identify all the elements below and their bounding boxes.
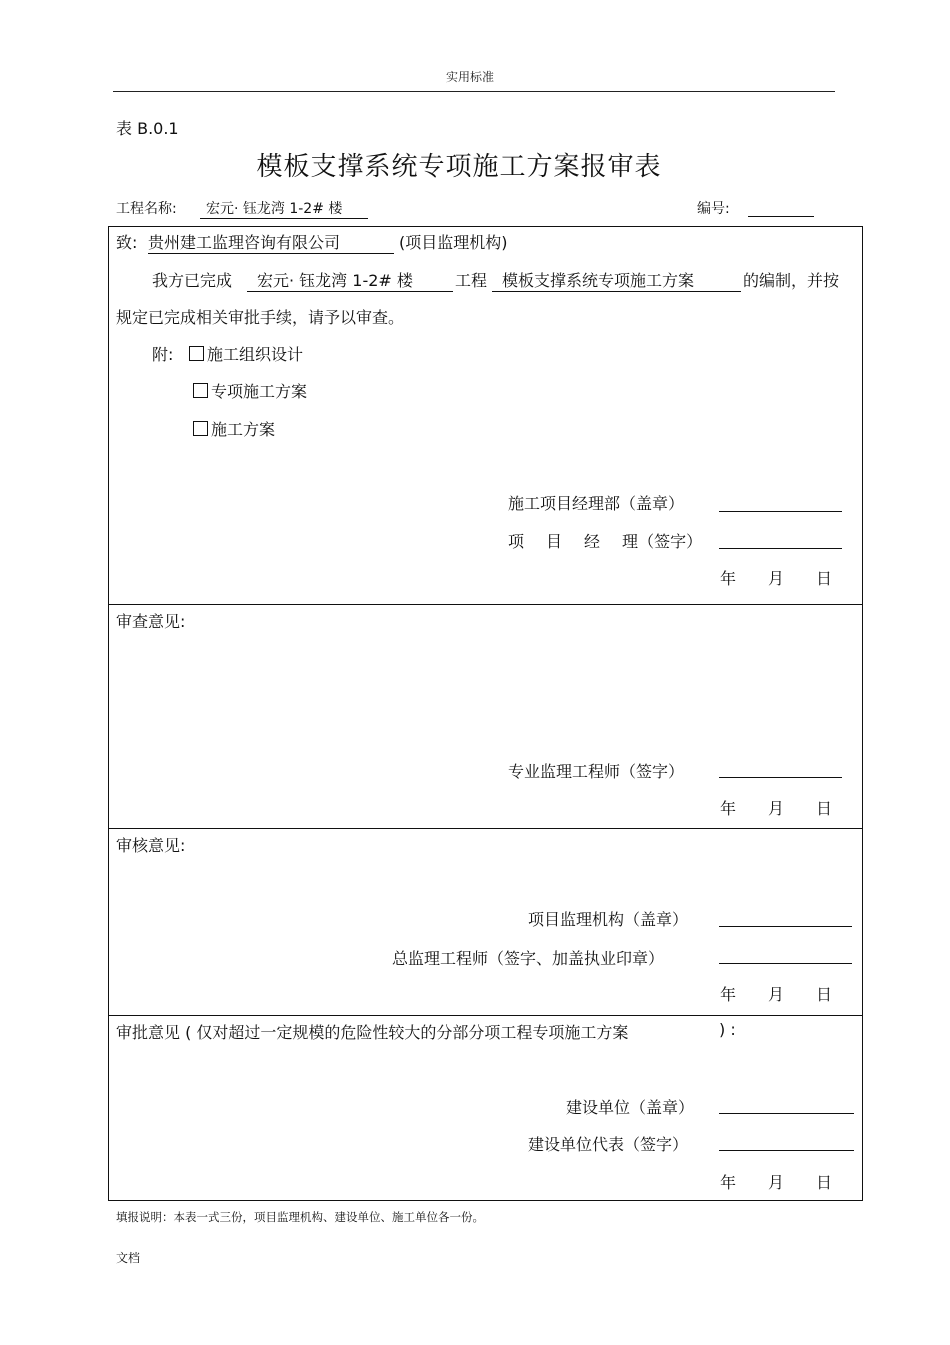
approval-heading: 审批意见 ( 仅对超过一定规模的危险性较大的分部分项工程专项施工方案 (116, 1023, 629, 1042)
form-title: 模板支撑系统专项施工方案报审表 (256, 152, 662, 182)
footnote: 填报说明：本表一式三份，项目监理机构、建设单位、施工单位各一份。 (116, 1210, 484, 1224)
para-plan: 模板支撑系统专项施工方案 (492, 268, 741, 292)
signature-blank (719, 926, 852, 927)
attachment-label: 施工组织设计 (207, 345, 304, 364)
sign-owner-rep: 建设单位代表（签字） (528, 1135, 689, 1154)
number-label: 编号: (697, 201, 730, 217)
review-heading: 审查意见: (116, 612, 186, 631)
project-name-value: 宏元· 钰龙湾 1-2# 楼 (200, 198, 368, 219)
to-recipient: 贵州建工监理咨询有限公司 (148, 230, 394, 254)
header-rule (113, 91, 835, 92)
date-day: 日 (816, 569, 833, 588)
checkbox-icon[interactable] (189, 346, 204, 361)
para-mid: 工程 (455, 271, 488, 290)
to-label: 致: (116, 233, 138, 252)
signature-blank (719, 511, 842, 512)
date-year: 年 (720, 569, 737, 588)
checkbox-icon[interactable] (193, 383, 208, 398)
section-divider-3 (108, 1015, 863, 1016)
signature-blank (719, 548, 842, 549)
sign-supervision-org: 项目监理机构（盖章） (528, 910, 689, 929)
attach-label: 附: (152, 345, 174, 364)
to-suffix: (项目监理机构) (399, 233, 508, 252)
para-tail: 的编制，并按 (743, 271, 840, 290)
section-divider-2 (108, 828, 863, 829)
date-day: 日 (816, 799, 833, 818)
sign-owner-unit: 建设单位（盖章） (566, 1098, 695, 1117)
signature-blank (719, 963, 852, 964)
signature-blank (719, 777, 842, 778)
section-divider-1 (108, 604, 863, 605)
signature-blank (719, 1113, 854, 1114)
attachment-item (193, 379, 307, 402)
project-name-label: 工程名称: (116, 201, 177, 217)
sign-chief-supervisor: 总监理工程师（签字、加盖执业印章） (392, 949, 665, 968)
attachment-label: 施工方案 (211, 420, 276, 439)
date-year: 年 (720, 1173, 737, 1192)
attachment-item (193, 417, 275, 440)
approval-heading-end: ) : (719, 1020, 736, 1039)
table-number: 表 B.0.1 (116, 119, 179, 138)
page-header: 实用标准 (445, 70, 494, 84)
sign-supervisor: 专业监理工程师（签字） (508, 762, 685, 781)
signature-blank (719, 1150, 854, 1151)
attachment-label: 专项施工方案 (211, 382, 308, 401)
audit-heading: 审核意见: (116, 836, 186, 855)
sign-project-manager: 项 目 经 理（签字） (508, 532, 703, 551)
sign-site-manager-dept: 施工项目经理部（盖章） (508, 494, 685, 513)
page-footer: 文档 (116, 1251, 141, 1265)
date-month: 月 (768, 985, 785, 1004)
date-year: 年 (720, 799, 737, 818)
date-month: 月 (768, 1173, 785, 1192)
checkbox-icon[interactable] (193, 421, 208, 436)
number-blank (748, 216, 814, 217)
date-year: 年 (720, 985, 737, 1004)
date-month: 月 (768, 569, 785, 588)
para-line2: 规定已完成相关审批手续，请予以审查。 (116, 308, 405, 327)
attachment-item (189, 342, 303, 365)
form-table (108, 226, 863, 1201)
para-lead: 我方已完成 (152, 271, 233, 290)
date-day: 日 (816, 1173, 833, 1192)
date-month: 月 (768, 799, 785, 818)
para-project: 宏元· 钰龙湾 1-2# 楼 (247, 268, 453, 292)
date-day: 日 (816, 985, 833, 1004)
